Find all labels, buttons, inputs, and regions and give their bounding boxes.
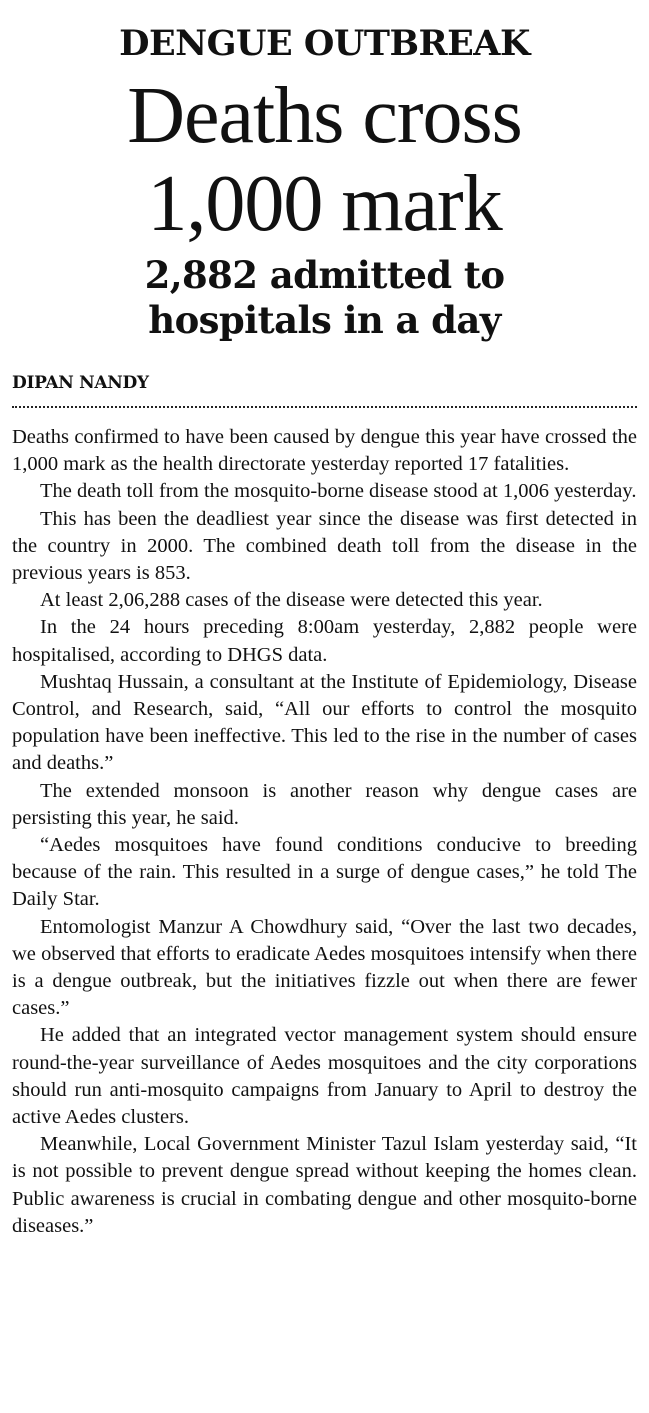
paragraph: Entomologist Manzur A Chowdhury said, “Over the last two decades, we observed that efforts to eradicate Aedes mosquitoes intensify when there is a dengue outbreak, but the initiatives fizzle out when there are fewer cases.”: [12, 915, 637, 1020]
paragraph: This has been the deadliest year since the disease was first detected in the country in 2000. The combined death toll from the disease in the previous years is 853.: [12, 507, 637, 585]
byline: DIPAN NANDY: [12, 373, 149, 393]
paragraph: At least 2,06,288 cases of the disease were detected this year.: [40, 589, 543, 612]
kicker: DENGUE OUTBREAK: [119, 23, 530, 64]
subheadline-line-2: hospitals in a day: [148, 298, 501, 342]
dotted-divider: [12, 406, 637, 408]
paragraph: Meanwhile, Local Government Minister Tazul Islam yesterday said, “It is not possible to prevent dengue spread without keeping the homes clean. Public awareness is crucial in combating dengue and other mosquito-borne diseases.”: [12, 1133, 637, 1237]
headline-line-1: Deaths cross: [127, 72, 522, 160]
headline: [0, 72, 649, 248]
subheadline-line-1: 2,882 admitted to: [144, 253, 505, 297]
paragraph: He added that an integrated vector management system should ensure round-the-year surveillance of Aedes mosquitoes and the city corporations should run anti-mosquito campaigns from January to April to destroy the active Aedes clusters.: [12, 1024, 637, 1129]
subheadline: [0, 253, 649, 343]
paragraph: The death toll from the mosquito-borne disease stood at 1,006 yesterday.: [40, 480, 637, 503]
headline-line-2: 1,000 mark: [147, 160, 502, 248]
paragraph: In the 24 hours preceding 8:00am yesterday, 2,882 people were hospitalised, according to DHGS data.: [12, 616, 637, 666]
paragraph: Mushtaq Hussain, a consultant at the Institute of Epidemiology, Disease Control, and Research, said, “All our efforts to control the mosquito population have been ineffective. This led to the rise in the number of cases and deaths.”: [12, 670, 637, 775]
paragraph: Deaths confirmed to have been caused by dengue this year have crossed the 1,000 mark as the health directorate yesterday reported 17 fatalities.: [12, 426, 637, 476]
paragraph: “Aedes mosquitoes have found conditions conducive to breeding because of the rain. This resulted in a surge of dengue cases,” he told The Daily Star.: [12, 834, 637, 911]
article-body: [12, 424, 637, 1240]
paragraph: The extended monsoon is another reason why dengue cases are persisting this year, he said.: [12, 779, 637, 829]
